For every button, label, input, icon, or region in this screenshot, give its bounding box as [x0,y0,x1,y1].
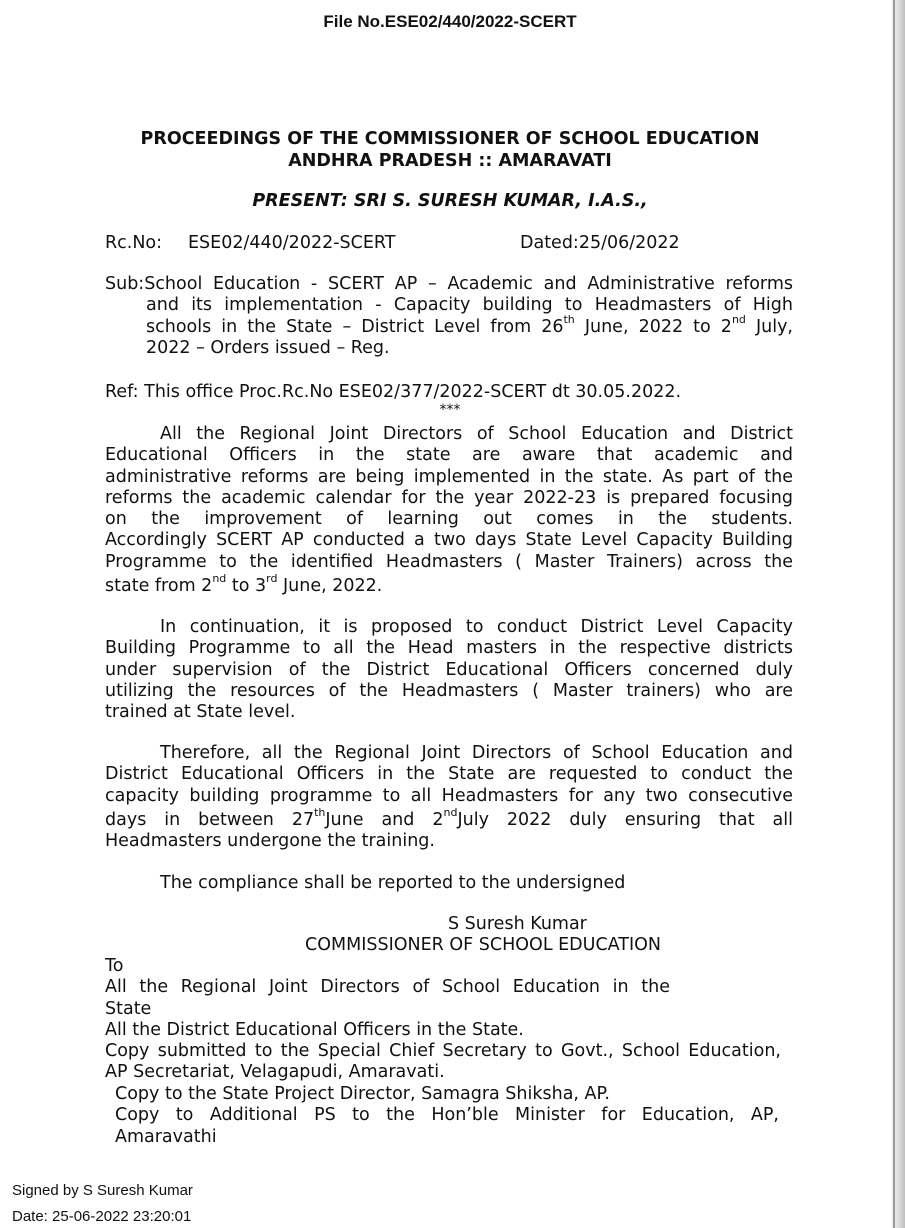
para2-line: In continuation, it is proposed to conduct District Level Capacity [160,617,793,637]
signatory-name: S Suresh Kumar [448,914,587,934]
subject-line-3: schools in the State – District Level from 26th June, 2022 to 2nd July, [146,312,793,337]
recipient-line: All the Regional Joint Directors of School Education in the [105,977,670,998]
para1-line: on the improvement of learning out comes in the students. [105,509,793,530]
para3-line: Headmasters undergone the training. [105,831,435,852]
copy-line: Copy to Additional PS to the Hon’ble Minister for Education, AP, [115,1105,779,1126]
signature-date: Date: 25-06-2022 23:20:01 [12,1207,192,1225]
proceedings-title: PROCEEDINGS OF THE COMMISSIONER OF SCHOOL EDUCATION [140,129,760,149]
para2-line: under supervision of the District Educational Officers concerned duly [105,659,793,680]
para1-line: Educational Officers in the state are aware that academic and [105,445,793,466]
subject-block [105,274,793,359]
para2-line: utilizing the resources of the Headmasters ( Master trainers) who are [105,680,793,701]
to-label: To [105,956,124,976]
para1-line: state from 2nd to 3rd June, 2022. [105,572,383,597]
recipient-line: Copy submitted to the Special Chief Secretary to Govt., School Education, [105,1041,781,1062]
para3-line: Therefore, all the Regional Joint Directors of School Education and [160,743,793,763]
para2-line: Building Programme to all the Head masters in the respective districts [105,638,793,659]
present-line: PRESENT: SRI S. SURESH KUMAR, I.A.S., [252,191,648,211]
para3-line: capacity building programme to all Headmasters for any two consecutive [105,785,793,806]
recipient-line: AP Secretariat, Velagapudi, Amaravati. [105,1062,445,1083]
para1-line: administrative reforms are being implemented in the state. As part of the [105,466,793,487]
dated: Dated:25/06/2022 [520,233,680,253]
paragraph-2 [105,617,793,723]
para1-line: All the Regional Joint Directors of School Education and District [160,424,793,444]
para1-line: reforms the academic calendar for the year 2022-23 is prepared focusing [105,487,793,508]
signed-by: Signed by S Suresh Kumar [12,1182,193,1199]
scan-edge-line [893,0,895,1228]
para3-line: District Educational Officers in the State are requested to conduct the [105,764,793,785]
subject-line-1: Sub:School Education - SCERT AP – Academic and Administrative reforms [105,274,793,294]
paragraph-3 [105,743,793,852]
subject-line-4: 2022 – Orders issued – Reg. [146,337,390,358]
recipient-line: State [105,998,152,1019]
rc-label: Rc.No: [105,233,163,253]
reference-line: Ref: This office Proc.Rc.No ESE02/377/2022-SCERT dt 30.05.2022. [105,382,682,402]
para2-line: trained at State level. [105,702,296,723]
para1-line: Programme to the identified Headmasters ( Master Trainers) across the [105,551,793,572]
digital-signature [12,1181,193,1227]
paragraph-1 [105,424,793,597]
copy-line: Amaravathi [115,1126,217,1147]
signatory-designation: COMMISSIONER OF SCHOOL EDUCATION [305,935,662,955]
subject-line-2: and its implementation - Capacity building to Headmasters of High [146,295,793,316]
para3-line: days in between 27thJune and 2ndJuly 2022 duly ensuring that all [105,806,793,830]
separator-stars: *** [439,402,461,418]
file-number: File No.ESE02/440/2022-SCERT [323,12,577,31]
compliance-line: The compliance shall be reported to the undersigned [160,873,626,893]
copy-line: Copy to the State Project Director, Samagra Shiksha, AP. [115,1084,610,1104]
rc-number: ESE02/440/2022-SCERT [188,233,396,253]
to-block [105,956,781,1084]
recipient-line: All the District Educational Officers in the State. [105,1019,524,1040]
proceedings-subtitle: ANDHRA PRADESH :: AMARAVATI [288,151,612,171]
para1-line: Accordingly SCERT AP conducted a two days State Level Capacity Building [105,530,793,551]
copy-block [115,1084,779,1148]
